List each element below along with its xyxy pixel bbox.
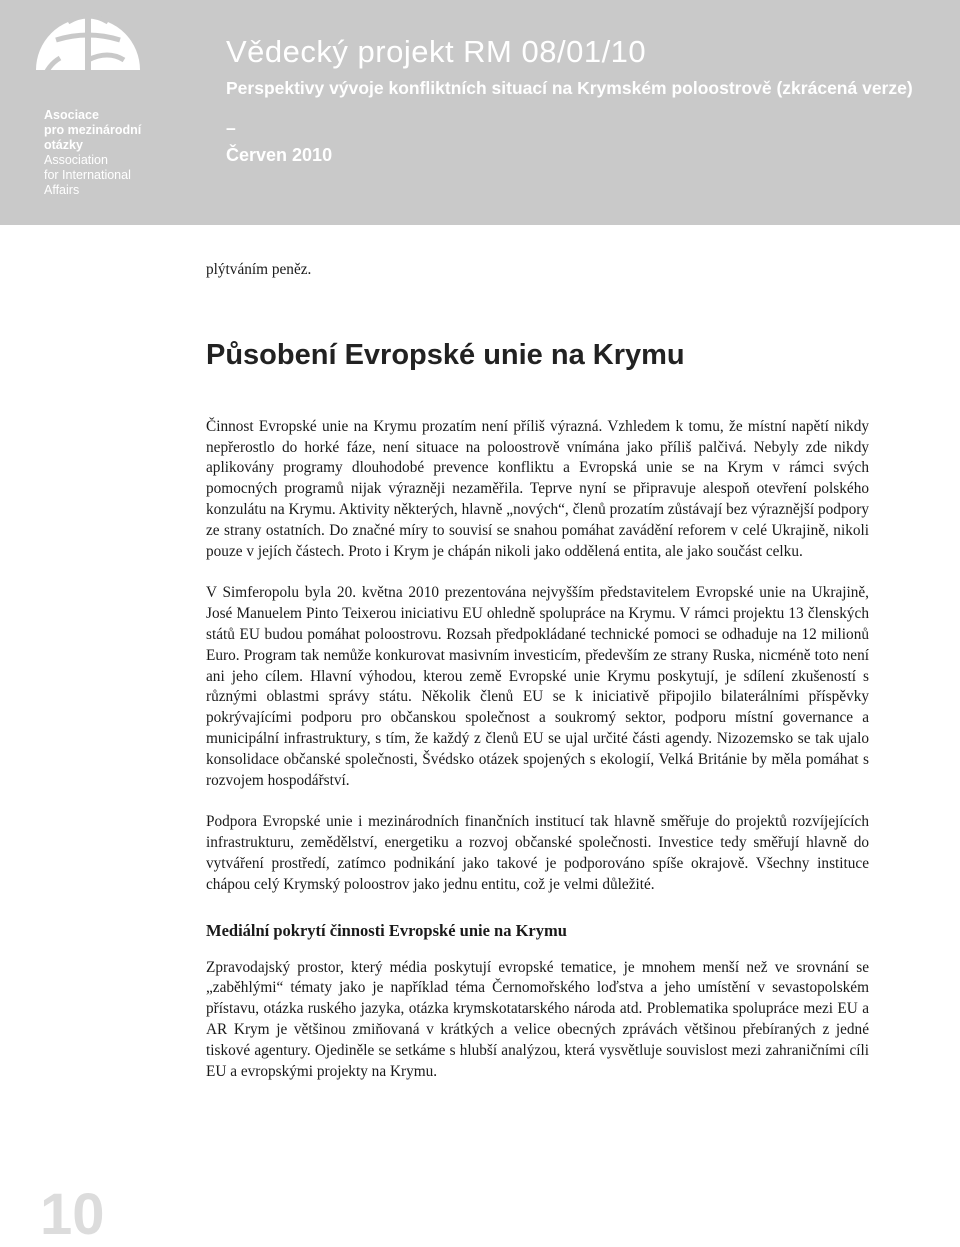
continued-text: plýtváním peněz. <box>206 261 312 278</box>
globe-logo-icon <box>28 0 148 100</box>
logo-line: otázky <box>44 138 83 152</box>
document-date: Červen 2010 <box>226 145 333 165</box>
body-paragraph: Činnost Evropské unie na Krymu prozatím není příliš výrazná. Vzhledem k tomu, že místní napětí nikdy nepřerostlo do horké fáze, není situace na poloostrově vnímána jako příliš palčivá. Nebyly zde nikdy aplikovány programy dlouhodobé prevence konfliktu a Evropská unie se na Krym v rámci svých pomocných programů nijak výrazněji nezaměřila. Teprve nyní se připravuje alespoň otevření polského konzulátu na Krymu. Aktivity některých, hlavně „nových“, členů prozatím zůstávají bez výraznější podpory ze strany ostatních. Do značné míry to souvisí se snahou pomáhat zavádění reforem v celé Ukrajině, nikoli pouze v jejích částech. Proto i Krym je chápán nikoli jako oddělená entita, ale jako součást celku. <box>206 417 869 560</box>
header-dash: – <box>226 118 236 138</box>
organization-logo-text <box>44 108 141 198</box>
document-subtitle: Perspektivy vývoje konfliktních situací na Krymském poloostrově (zkrácená verze) <box>226 78 913 98</box>
logo-line: Association <box>44 153 108 167</box>
body-paragraph: Podpora Evropské unie i mezinárodních finančních institucí tak hlavně směřuje do projektů rozvíjejících infrastrukturu, zemědělství, energetiku a rozvoj občanské společnosti. Investice tedy směřují hlavně do vytváření prostředí, zatímco podnikání jako takové je podporováno spíše okrajově. Všechny instituce chápou celý Krymský poloostrov jako jednu entitu, což je velmi důležité. <box>206 813 869 893</box>
logo-line: for International <box>44 168 131 182</box>
body-paragraph: V Simferopolu byla 20. května 2010 prezentována nejvyšším představitelem Evropské unie na Ukrajině, José Manuelem Pinto Teixerou iniciativu EU ohledně spolupráce na Krymu. V rámci projektu 13 členských států EU budou pomáhat poloostrovu. Rozsah předpokládané technické pomoci se odhaduje na 12 milionů Euro. Program tak nemůže konkurovat masivním investicím, především ze strany Ruska, nicméně toto není ani jeho cílem. Hlavní výhodou, kterou země Evropské unie Krymu poskytují, je sdílení zkušeností s různými oblastmi správy státu. Několik členů EU se k iniciativě připojilo bilaterálními příspěvky pokrývajícími podporu pro občanskou společnost a soukromý sektor, podporu místní governance a municipální infrastruktury, s tím, že každý z členů EU se ujal určité části agendy. Nizozemsko se tak ujalo konsolidace občanské společnosti, Švédsko otázek spojených s ekologií, Velká Británie by měla pomáhat s rozvojem hospodářství. <box>206 584 869 789</box>
document-title: Vědecký projekt RM 08/01/10 <box>226 34 647 69</box>
document-body <box>206 260 869 1082</box>
page-header <box>0 0 960 225</box>
section-heading: Působení Evropské unie na Krymu <box>206 338 685 371</box>
logo-line: Asociace <box>44 108 99 122</box>
page-number: 10 <box>40 1182 105 1247</box>
subsection-heading: Mediální pokrytí činnosti Evropské unie na Krymu <box>206 920 567 940</box>
logo-line: Affairs <box>44 183 80 197</box>
logo-line: pro mezinárodní <box>44 123 142 137</box>
body-paragraph: Zpravodajský prostor, který média poskytují evropské tematice, je mnohem menší než ve srovnání se „zaběhlými“ tématy jako je například téma Černomořského loďstva a jeho umístění v sevastopolském přístavu, otázka ruského jazyka, otázka krymskotatarského národa atd. Problematika spolupráce mezi EU a AR Krym je většinou zmiňovaná v krátkých a velice obecných zprávách většinou přebíraných z jedné tiskové agentury. Ojediněle se setkáme s hlubší analýzou, která vysvětluje souvislost mezi zahraničními cíli EU a evropskými projekty na Krymu. <box>206 958 869 1080</box>
